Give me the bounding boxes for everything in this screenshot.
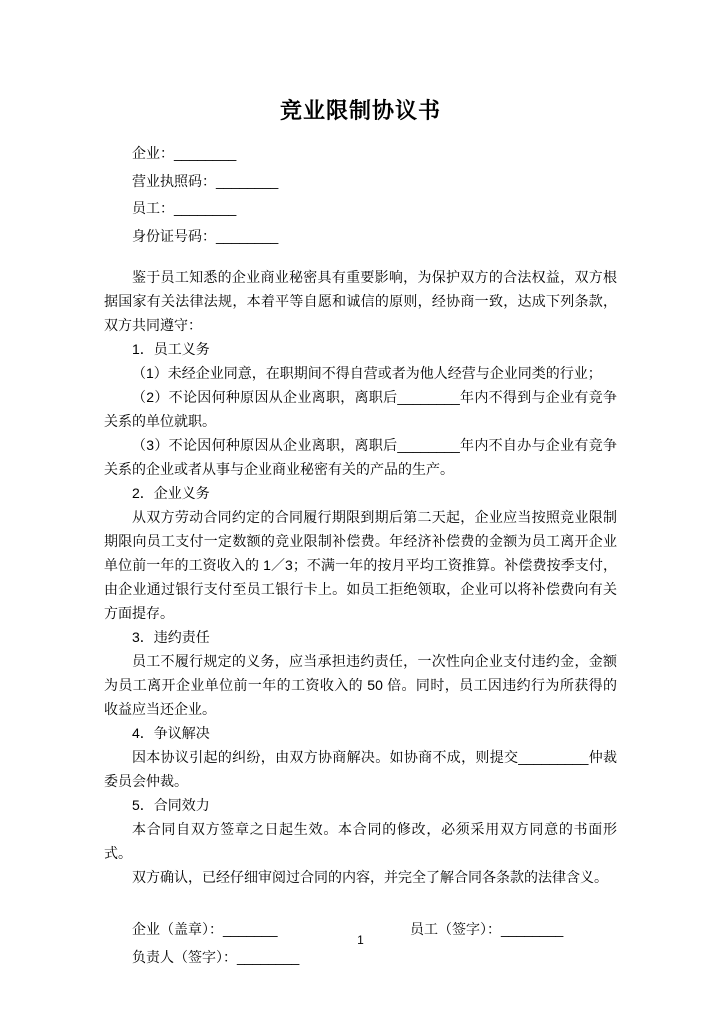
clause-1-1: （1）未经企业同意，在职期间不得自营或者为他人经营与企业同类的行业； <box>132 365 602 381</box>
clause-dispute: 因本协议引起的纠纷，由双方协商解决。如协商不成，则提交_________仲裁委员会仲裁。 <box>104 749 617 789</box>
field-company-line: 企业：________ <box>132 145 237 161</box>
clause-1-3: （3）不论因何种原因从企业离职，离职后________年内不自办与企业有竞争关系的企业或者从事与企业商业秘密有关的产品的生产。 <box>104 437 617 477</box>
heading-breach-liability: 3．违约责任 <box>132 629 210 645</box>
heading-dispute-resolution: 4．争议解决 <box>132 725 210 741</box>
employee-sign-line: 员工（签字）：________ <box>410 921 564 937</box>
company-seal-line: 企业（盖章）：_______ <box>132 921 278 937</box>
party-info-block <box>104 140 617 250</box>
clause-effect: 本合同自双方签章之日起生效。本合同的修改，必须采用双方同意的书面形式。 <box>104 821 617 861</box>
field-business-license-line: 营业执照码：________ <box>132 172 279 189</box>
heading-contract-effect: 5．合同效力 <box>132 797 210 813</box>
page-number: 1 <box>357 933 364 947</box>
clause-1-2: （2）不论因何种原因从企业离职，离职后________年内不得到与企业有竞争关系的单位就职。 <box>104 389 617 429</box>
clause-compensation: 从双方劳动合同约定的合同履行期限到期后第二天起，企业应当按照竞业限制期限向员工支付一定数额的竞业限制补偿费。年经济补偿费的金额为员工离开企业单位前一年的工资收入的 1／3；不满一年的按月平均工资推算。补偿费按季支付，由企业通过银行支付至员工银行卡上。如员工拒绝领取，企业可以将补偿费向有关方面提存。 <box>104 509 617 621</box>
agreement-body <box>104 265 617 889</box>
clause-breach: 员工不履行规定的义务，应当承担违约责任，一次性向企业支付违约金，金额为员工离开企业单位前一年的工资收入的 50 倍。同时，员工因违约行为所获得的收益应当还企业。 <box>104 653 617 717</box>
preamble-paragraph: 鉴于员工知悉的企业商业秘密具有重要影响，为保护双方的合法权益，双方根据国家有关法律法规，本着平等自愿和诚信的原则，经协商一致，达成下列条款，双方共同遵守： <box>104 269 617 333</box>
clause-confirmation: 双方确认，已经仔细审阅过合同的内容，并完全了解合同各条款的法律含义。 <box>132 869 608 885</box>
document-title: 竞业限制协议书 <box>279 98 441 123</box>
manager-sign-line: 负责人（签字）：________ <box>132 949 300 965</box>
heading-company-obligations: 2．企业义务 <box>132 485 210 501</box>
field-id-number-line: 身份证号码：________ <box>132 227 279 244</box>
field-employee-line: 员工：________ <box>132 200 237 216</box>
heading-employee-obligations: 1．员工义务 <box>132 341 210 357</box>
